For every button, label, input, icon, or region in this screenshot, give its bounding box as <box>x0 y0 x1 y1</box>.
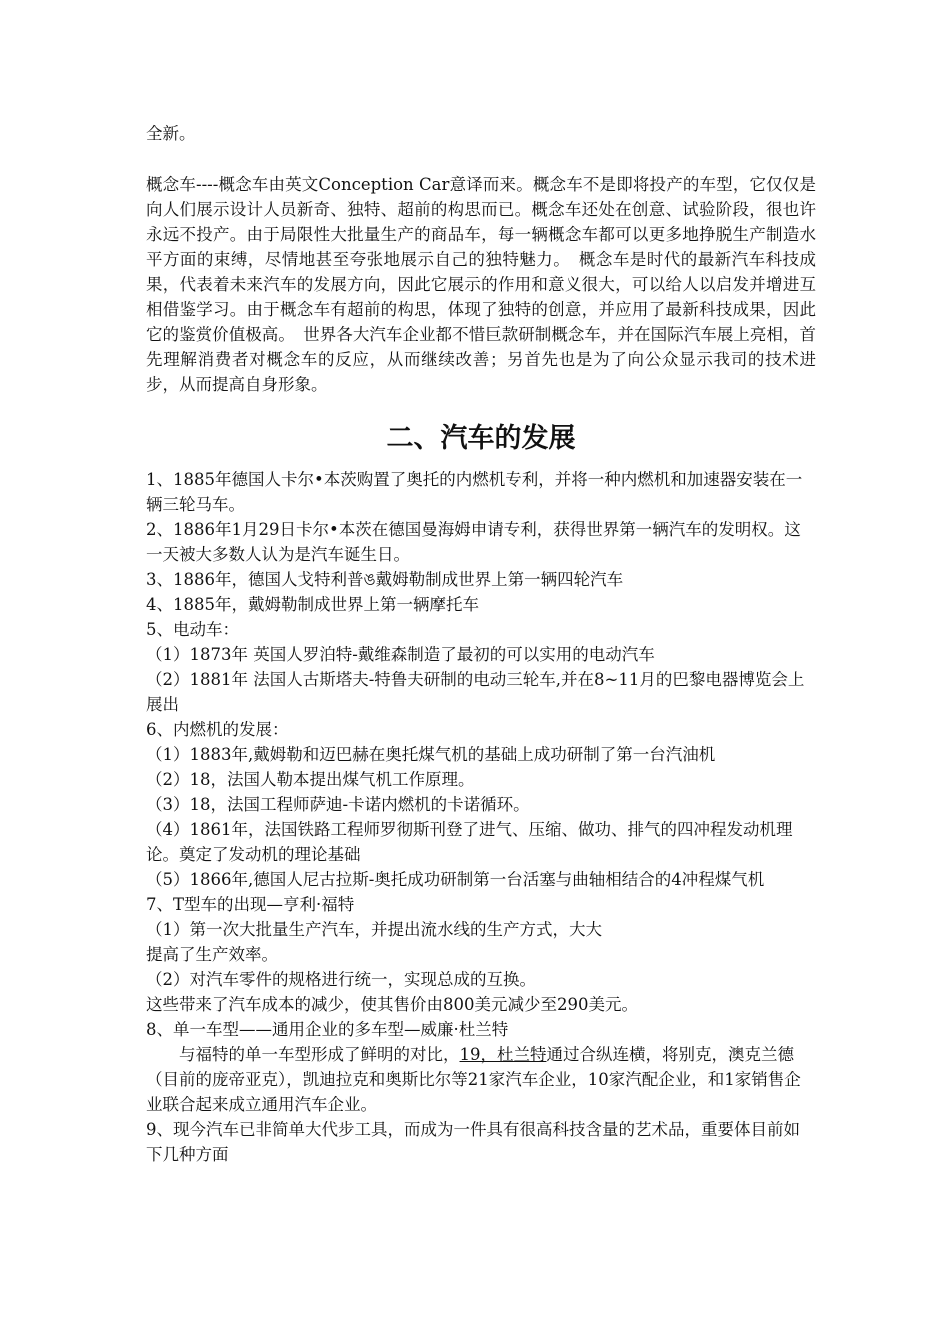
history-line: （1）第一次大批量生产汽车，并提出流水线的生产方式，大大 <box>146 920 602 939</box>
history-line: 7、T型车的出现—亨利·福特 <box>146 895 355 914</box>
history-line: （1）1883年,戴姆勒和迈巴赫在奥托煤气机的基础上成功研制了第一台汽油机 <box>146 745 716 764</box>
history-line: （2）对汽车零件的规格进行统一，实现总成的互换。 <box>146 970 536 989</box>
durant-paragraph <box>146 1042 816 1117</box>
document-page <box>146 121 816 1167</box>
durant-text-after: 通过合纵连横，将别克，澳克兰德（目前的庞帝亚克），凯迪拉克和奥斯比尔等21家汽车企业，10家汽配企业，和1家销售企业联合起来成立通用汽车企业。 <box>146 1045 801 1114</box>
paragraph-gap <box>146 146 816 172</box>
history-line-last: 9、现今汽车已非简单大代步工具，而成为一件具有很高科技含量的艺术品，重要体目前如下几种方面 <box>146 1120 800 1164</box>
history-line: 6、内燃机的发展： <box>146 720 289 739</box>
history-line: 1、1885年德国人卡尔•本茨购置了奥托的内燃机专利，并将一种内燃机和加速器安装在一辆三轮马车。 <box>146 470 803 514</box>
section-heading: 二、汽车的发展 <box>386 423 576 454</box>
history-line: （2）1881年 法国人古斯塔夫-特鲁夫研制的电动三轮车,并在8~11月的巴黎电器博览会上展出 <box>146 670 805 714</box>
history-line: （1）1873年 英国人罗泊特-戴维森制造了最初的可以实用的电动汽车 <box>146 645 655 664</box>
history-line: 这些带来了汽车成本的减少，使其售价由800美元减少至290美元。 <box>146 995 638 1014</box>
intro-tail-text: 全新。 <box>146 124 196 143</box>
history-line: 8、单一车型——通用企业的多车型—威廉·杜兰特 <box>146 1020 509 1039</box>
history-line: （4）1861年，法国铁路工程师罗彻斯刊登了进气、压缩、做功、排气的四冲程发动机理论。奠定了发动机的理论基础 <box>146 820 793 864</box>
history-line: 5、电动车： <box>146 620 239 639</box>
durant-underlined-text: 19，杜兰特 <box>459 1045 547 1064</box>
history-line: （3）18，法国工程师萨迪-卡诺内燃机的卡诺循环。 <box>146 795 530 814</box>
history-line: 提高了生产效率。 <box>146 945 278 964</box>
history-line: 2、1886年1月29日卡尔•本茨在德国曼海姆申请专利，获得世界第一辆汽车的发明权。这一天被大多数人认为是汽车诞生日。 <box>146 520 801 564</box>
durant-text-before: 与福特的单一车型形成了鲜明的对比， <box>179 1045 460 1064</box>
history-line: 3、1886年，德国人戈特利普ঙ戴姆勒制成世界上第一辆四轮汽车 <box>146 570 624 589</box>
history-line: （2）18，法国人勒本提出煤气机工作原理。 <box>146 770 475 789</box>
concept-car-paragraph: 概念车----概念车由英文Conception Car意译而来。概念车不是即将投产的车型，它仅仅是向人们展示设计人员新奇、独特、超前的构思而已。概念车还处在创意、试验阶段，很也许永远不投产。由于局限性大批量生产的商品车，每一辆概念车都可以更多地挣脱生产制造水平方面的束缚，尽情地甚至夸张地展示自己的独特魅力。 概念车是时代的最新汽车科技成果，代表着未来汽车的发展方向，因此它展示的作用和意义很大，可以给人以启发并增进互相借鉴学习。由于概念车有超前的构思，体现了独特的创意，并应用了最新科技成果，因此它的鉴赏价值极高。 世界各大汽车企业都不惜巨款研制概念车，并在国际汽车展上亮相，首先理解消费者对概念车的反应，从而继续改善；另首先也是为了向公众显示我司的技术进步，从而提高自身形象。 <box>146 175 816 394</box>
history-line: 4、1885年，戴姆勒制成世界上第一辆摩托车 <box>146 595 479 614</box>
history-line: （5）1866年,德国人尼古拉斯-奥托成功研制第一台活塞与曲轴相结合的4冲程煤气机 <box>146 870 765 889</box>
